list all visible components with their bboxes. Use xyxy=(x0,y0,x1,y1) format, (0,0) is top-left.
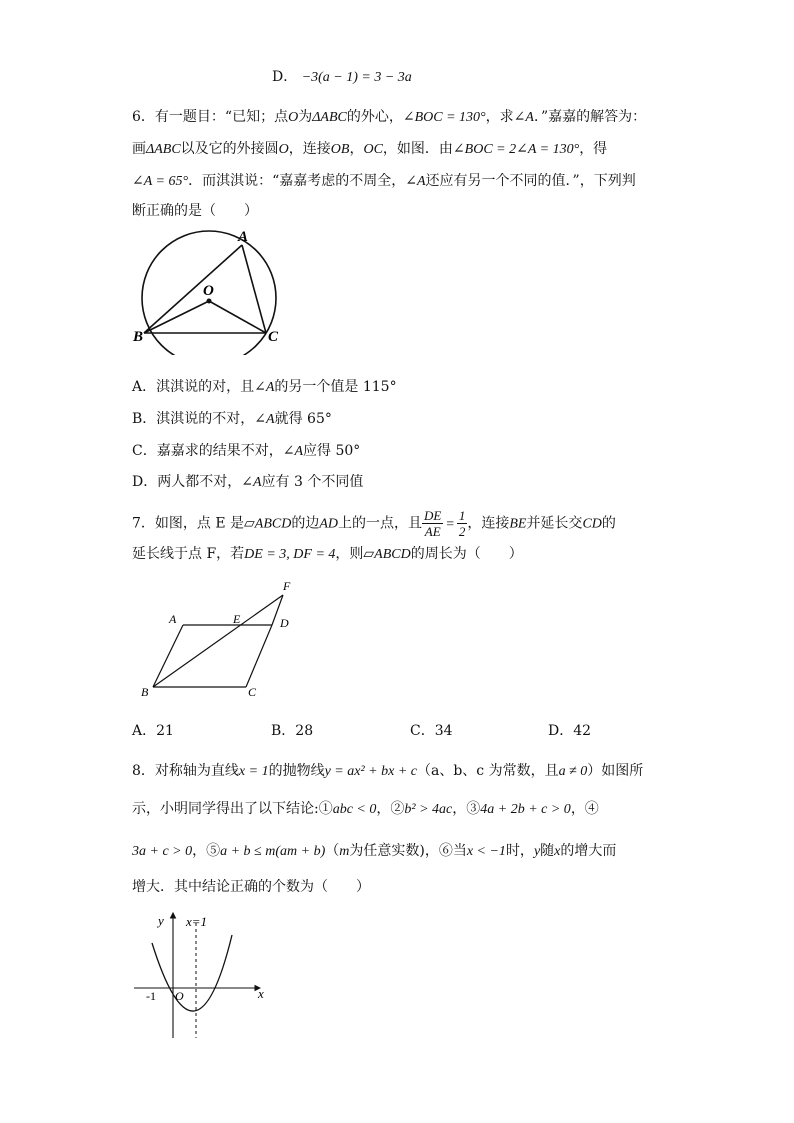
q7-option-a: A．21 xyxy=(132,723,174,739)
text: 画 xyxy=(132,141,146,157)
math: DE = 3, DF = 4 xyxy=(244,547,336,562)
text: 就得 65° xyxy=(274,411,332,427)
text: ，求 xyxy=(485,109,514,125)
math: ▱ABCD xyxy=(244,516,292,532)
text: ，连接 xyxy=(288,141,331,157)
q8-line-2 xyxy=(132,799,599,820)
math: x < −1 xyxy=(466,844,506,859)
math: ∠A xyxy=(254,412,275,427)
text: 以及它的外接圆 xyxy=(180,141,279,157)
label-neg1: -1 xyxy=(146,989,156,1003)
text: 6．有一题目：“已知；点 xyxy=(132,109,289,125)
math: ∠A xyxy=(254,380,275,395)
math: ∠A xyxy=(405,174,426,189)
text: 时， xyxy=(505,843,534,859)
label-c: C xyxy=(248,685,257,699)
label-b: B xyxy=(141,685,149,699)
segment-bf xyxy=(153,595,283,687)
q7-line-1 xyxy=(132,508,616,540)
label-x: x xyxy=(258,986,264,1001)
q6-option-a xyxy=(132,377,397,398)
parabola-curve xyxy=(152,935,232,1011)
side-ba xyxy=(153,625,183,687)
q6-circle-figure xyxy=(130,225,290,355)
math: ∠BOC = 130° xyxy=(402,110,486,125)
q8-line-1 xyxy=(132,761,643,782)
text: 并延长交 xyxy=(526,515,583,532)
text: ．而淇淇说：“嘉嘉考虑的不周全， xyxy=(188,173,406,189)
fraction-de-ae xyxy=(422,508,443,539)
text: 的边 xyxy=(291,515,320,532)
text: ．”嘉嘉的解答为： xyxy=(533,109,647,125)
text: ，② xyxy=(376,801,405,817)
math: y xyxy=(533,844,541,859)
label-origin: O xyxy=(175,989,184,1003)
text: 应有 3 个不同值 xyxy=(261,474,364,490)
text: ，则 xyxy=(335,546,364,562)
q6-option-d xyxy=(132,472,363,493)
text: ，得 xyxy=(579,141,608,157)
q6-line-3 xyxy=(132,171,636,192)
math: ∠A = 65° xyxy=(132,174,189,189)
q6-option-c xyxy=(132,441,360,462)
q7-parallelogram-figure xyxy=(135,575,305,705)
math: x = 1 xyxy=(238,764,269,779)
text: （ xyxy=(325,843,340,859)
text: ，④ xyxy=(570,801,599,817)
segment-oc xyxy=(209,301,266,333)
text: A．淇淇说的对，且 xyxy=(132,379,255,395)
math: ∠A xyxy=(241,475,262,490)
math: O xyxy=(278,142,289,157)
q7-option-b: B．28 xyxy=(271,723,314,739)
math: OB xyxy=(330,142,350,157)
text: 的外心， xyxy=(346,109,403,125)
math: 4a + 2b + c > 0 xyxy=(480,802,571,817)
text: ，③ xyxy=(452,801,481,817)
text: 8．对称轴为直线 xyxy=(132,763,239,779)
q8-parabola-figure xyxy=(130,905,280,1045)
q5-option-d xyxy=(272,67,412,88)
text: 应得 50° xyxy=(303,443,361,459)
text: 还应有另一个不同的值．”，下列判 xyxy=(425,173,636,189)
numerator: DE xyxy=(424,508,442,523)
math: O xyxy=(288,110,299,125)
text: 上的一点，且 xyxy=(338,515,423,532)
math: a + b ≤ m(am + b) xyxy=(220,844,326,859)
denominator: 2 xyxy=(458,524,466,539)
text: ）如图所 xyxy=(587,763,644,779)
label-axis: x=1 xyxy=(186,914,208,929)
math: BE xyxy=(509,516,527,532)
text: 的增大而 xyxy=(560,843,617,859)
label-a: A xyxy=(169,612,177,626)
label-b: B xyxy=(133,329,144,345)
math: ∠A xyxy=(282,444,304,459)
text: D．两人都不对， xyxy=(132,474,242,490)
fraction-half xyxy=(457,508,468,539)
text: 的另一个值是 115° xyxy=(274,379,397,395)
text: B．淇淇说的不对， xyxy=(132,411,255,427)
side-ab xyxy=(144,245,242,333)
math: a ≠ 0 xyxy=(558,764,588,779)
text: ，⑤ xyxy=(192,843,221,859)
q7-line-2 xyxy=(132,544,523,565)
text: （a、b、c 为常数，且 xyxy=(417,763,559,779)
text: ，如图．由 xyxy=(382,141,453,157)
math: ▱ABCD xyxy=(363,547,411,562)
math: abc < 0 xyxy=(332,802,377,817)
math: m xyxy=(339,844,350,859)
q6-line-1 xyxy=(132,107,646,128)
math: ΔABC xyxy=(146,142,181,157)
math: 3a + c > 0 xyxy=(132,844,193,859)
math: OC xyxy=(363,142,383,157)
q6-line-4 xyxy=(132,201,258,221)
label-o: O xyxy=(203,283,214,299)
text: 7．如图，点 E 是 xyxy=(132,515,245,532)
label-f: F xyxy=(283,579,291,593)
denominator: AE xyxy=(424,524,441,539)
side-dc xyxy=(246,625,272,687)
q6-option-b xyxy=(132,409,332,430)
label-e: E xyxy=(233,612,241,626)
label-a: A xyxy=(238,229,249,245)
option-math: −3(a − 1) = 3 − 3a xyxy=(301,70,412,85)
q7-option-c: C．34 xyxy=(410,723,453,739)
label-y: y xyxy=(158,913,164,928)
q8-line-4 xyxy=(132,877,370,897)
math: AD xyxy=(319,516,339,532)
q8-line-3 xyxy=(132,841,616,862)
text: 为任意实数)，⑥当 xyxy=(349,843,467,859)
text: C．嘉嘉求的结果不对， xyxy=(132,443,283,459)
numerator: 1 xyxy=(458,508,466,523)
math: y = ax² + bx + c xyxy=(324,764,417,779)
text: 随 xyxy=(540,843,555,859)
math: CD xyxy=(582,516,602,532)
math: ∠A xyxy=(513,110,534,125)
segment-ob xyxy=(144,301,209,333)
text: 为 xyxy=(298,109,313,125)
math: ΔABC xyxy=(312,110,347,125)
q6-line-2 xyxy=(132,139,607,160)
math: b² > 4ac xyxy=(404,802,453,817)
text: 示，小明同学得出了以下结论:① xyxy=(132,801,333,817)
text: ， xyxy=(349,141,364,157)
label-c: C xyxy=(268,329,279,345)
center-point xyxy=(207,299,212,304)
math: ∠BOC = 2∠A = 130° xyxy=(452,142,580,157)
q7-option-d: D．42 xyxy=(548,723,592,739)
text: 延长线于点 F，若 xyxy=(132,546,245,562)
option-label: D． xyxy=(272,69,298,85)
text: 断正确的是（ ） xyxy=(132,203,258,219)
label-d: D xyxy=(280,616,289,630)
text: 的抛物线 xyxy=(268,763,325,779)
text: ，连接 xyxy=(467,515,510,532)
text: 的 xyxy=(601,515,616,532)
math: = xyxy=(445,516,455,532)
math: x xyxy=(554,844,561,859)
text: 增大．其中结论正确的个数为（ ） xyxy=(132,879,370,895)
text: 的周长为（ ） xyxy=(410,546,523,562)
